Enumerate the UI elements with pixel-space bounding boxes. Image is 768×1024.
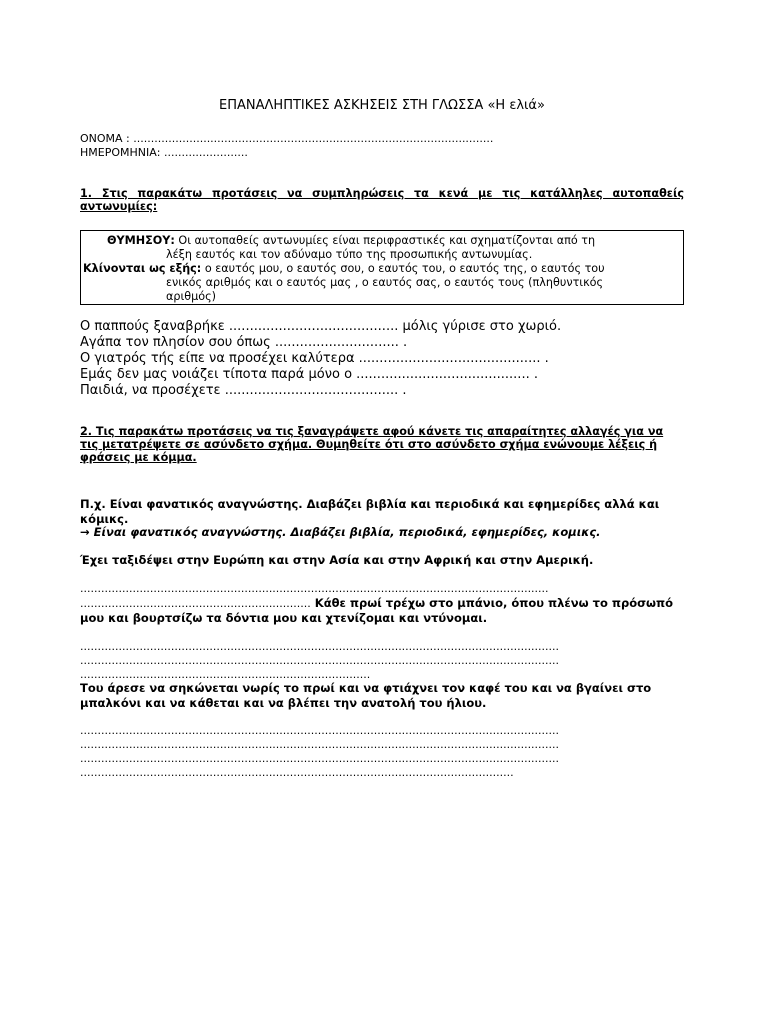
declension-text: ο εαυτός μου, ο εαυτός σου, ο εαυτός του, ο εαυτός της, ο εαυτός του xyxy=(204,262,605,275)
remember-text: Οι αυτοπαθείς αντωνυμίες είναι περιφραστικές και σχηματίζονται από τη xyxy=(178,234,596,247)
exercise2-heading: 2. Τις παρακάτω προτάσεις να τις ξαναγράψετε αφού κάνετε τις απαραίτητες αλλαγές για να τις μετατρέψετε σε ασύνδετο σχήμα. Θυμηθείτε ότι στο ασύνδετο σχήμα ενώνουμε λέξεις ή φράσεις με κόμμα. xyxy=(80,425,664,464)
reminder-box xyxy=(80,230,684,305)
date-field: ΗΜΕΡΟΜΗΝΙΑ: ........................ xyxy=(80,146,248,159)
remember-cont: λέξη εαυτός και τον αδύναμο τύπο της προσωπικής αντωνυμίας. xyxy=(166,248,533,261)
sentence-4: Εμάς δεν μας νοιάζει τίποτα παρά μόνο ο .......................................... . xyxy=(80,367,538,382)
sentence-2: Αγάπα τον πλησίον σου όπως .............................. . xyxy=(80,335,408,350)
declension-label: Κλίνονται ως εξής: xyxy=(83,262,202,275)
declension-cont2: αριθμός) xyxy=(166,290,216,303)
exercise2-sentence-3: Του άρεσε να σηκώνεται νωρίς το πρωί και να φτιάχνει τον καφέ του και να βγαίνει στο μπαλκόνι και να κάθεται και να βλέπει την ανατολή του ήλιου. xyxy=(80,681,652,710)
sentence-1: Ο παππούς ξαναβρήκε ......................................... μόλις γύρισε στο χωριό. xyxy=(80,319,562,334)
example-answer xyxy=(80,525,684,540)
worksheet-title xyxy=(80,98,684,113)
remember-label: ΘΥΜΗΣΟΥ: xyxy=(107,234,175,247)
name-field: ΟΝΟΜΑ : ....................................................................................................... xyxy=(80,132,494,145)
answer-line-3c: ......................................................................................................................................... xyxy=(80,752,560,765)
answer-line-3b: ......................................................................................................................................... xyxy=(80,738,560,751)
title-sub: «Η ελιά» xyxy=(487,98,545,113)
answer-line-2c: ................................................................................... xyxy=(80,668,371,681)
title-main: ΕΠΑΝΑΛΗΠΤΙΚΕΣ ΑΣΚΗΣΕΙΣ ΣΤΗ ΓΛΩΣΣΑ xyxy=(219,98,484,113)
sentence-3: Ο γιατρός τής είπε να προσέχει καλύτερα ............................................ . xyxy=(80,351,549,366)
example-text: Π.χ. Είναι φανατικός αναγνώστης. Διαβάζει βιβλία και περιοδικά και εφημερίδες αλλά και κόμικς. xyxy=(80,497,660,526)
exercise1-heading: 1. Στις παρακάτω προτάσεις να συμπληρώσεις τα κενά με τις κατάλληλες αυτοπαθείς αντωνυμίες: xyxy=(80,187,684,213)
exercise2-sentence-2-wrap xyxy=(80,596,684,626)
answer-line-1: ...................................................................................................................................... xyxy=(80,582,549,595)
sentence-5: Παιδιά, να προσέχετε .......................................... . xyxy=(80,383,407,398)
arrow-icon: → xyxy=(80,525,90,539)
declension-cont1: ενικός αριθμός και ο εαυτός μας , ο εαυτός σας, ο εαυτός τους (πληθυντικός xyxy=(166,276,604,289)
exercise2-sentence-2: Κάθε πρωί τρέχω στο μπάνιο, όπου πλένω το πρόσωπό μου και βουρτσίζω τα δόντια μου και χτενίζομαι και ντύνομαι. xyxy=(80,596,674,625)
answer-line-2b: ......................................................................................................................................... xyxy=(80,654,560,667)
answer-line-3d: ............................................................................................................................ xyxy=(80,766,514,779)
answer-line-1b: .................................................................. xyxy=(80,597,311,610)
answer-line-3a: ......................................................................................................................................... xyxy=(80,724,560,737)
exercise2-sentence-1: Έχει ταξιδέψει στην Ευρώπη και στην Ασία και στην Αφρική και στην Αμερική. xyxy=(80,553,594,567)
answer-line-2a: ......................................................................................................................................... xyxy=(80,640,560,653)
example-answer-text: Είναι φανατικός αναγνώστης. Διαβάζει βιβλία, περιοδικά, εφημερίδες, κομικς. xyxy=(93,525,601,539)
